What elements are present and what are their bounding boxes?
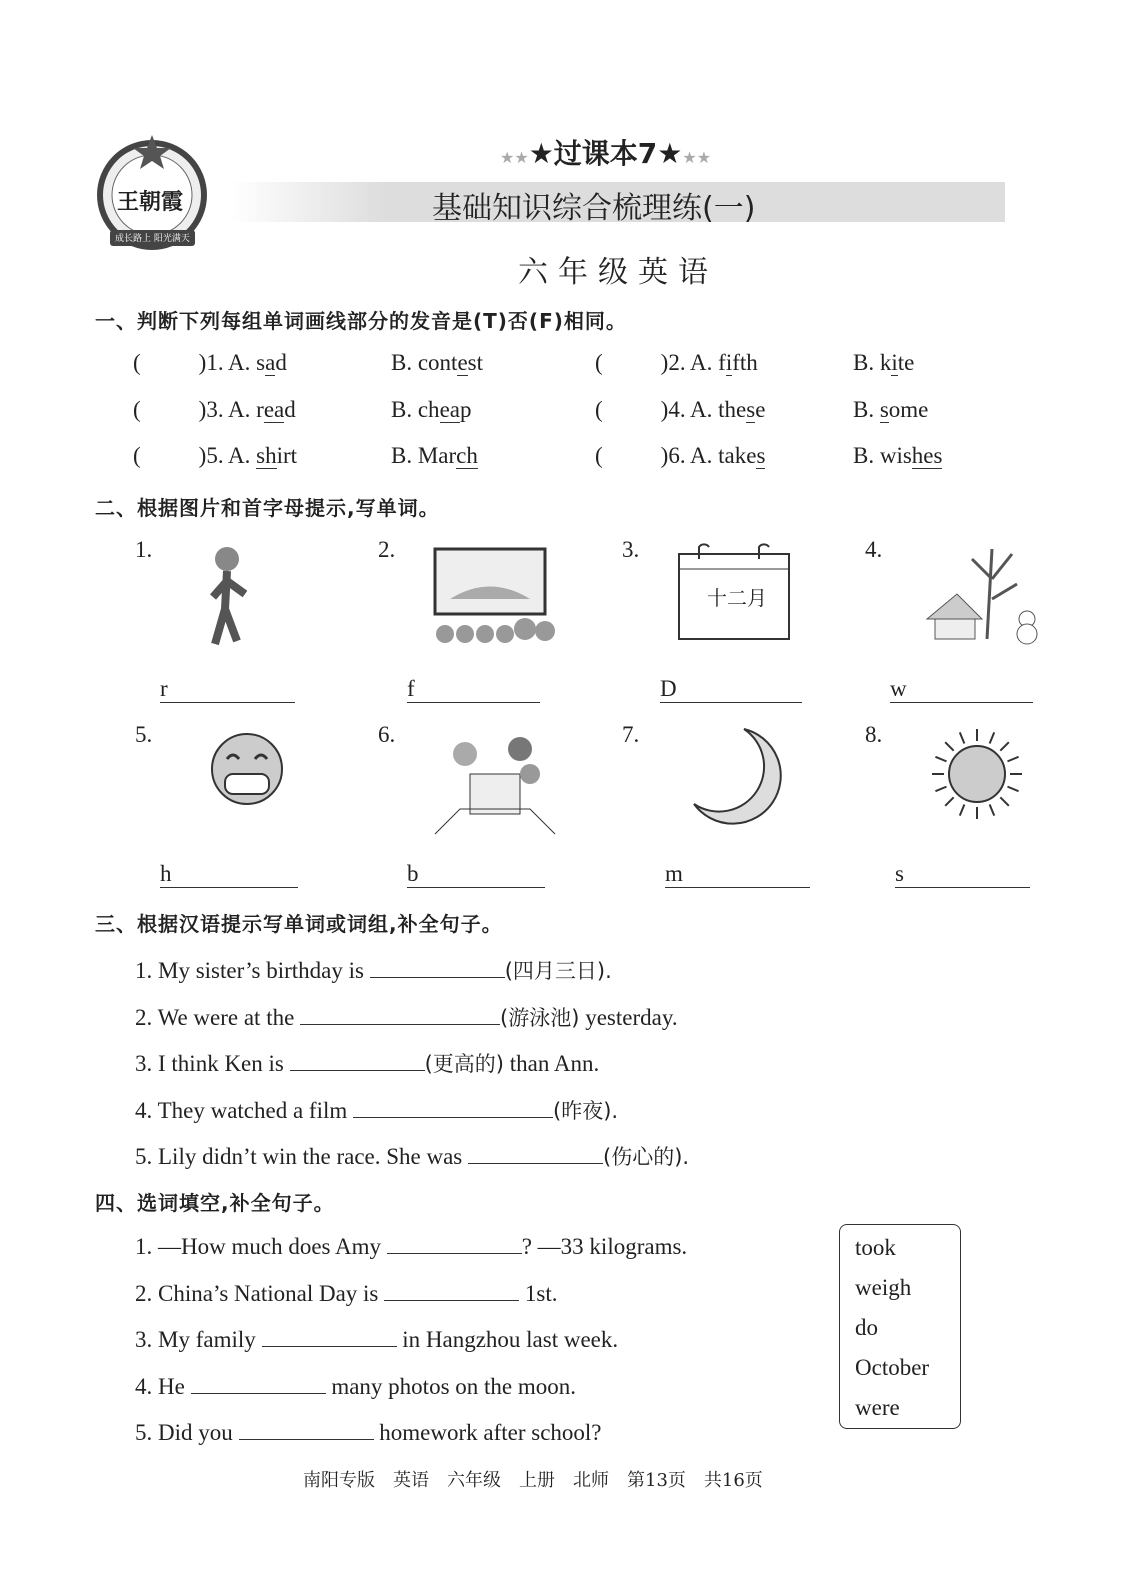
calendar-month-label: 十二月 [707,586,767,610]
question-number: )4. A. [660,397,719,422]
word-bank-item: October [855,1355,930,1380]
picture-number: 5. [135,722,153,747]
underlined-letters: ch [456,443,478,468]
word-part: e [755,397,766,422]
option-b: B. March [391,443,478,468]
sentence-start: 2. China’s National Day is [135,1280,385,1306]
sentence-item [135,1233,687,1260]
sentence-item [135,1095,618,1125]
underlined-letters: ea [263,397,285,422]
chinese-hint: (四月三日). [504,959,612,983]
word-part: d [275,350,287,375]
sun-icon [917,724,1047,839]
word-part: ch [417,397,440,422]
word-part: cont [417,350,458,375]
word-bank-item: weigh [855,1275,912,1300]
underlined-letters: hes [911,443,943,468]
sentence-start: 1. My sister’s birthday is [135,958,370,983]
answer-line[interactable]: f [407,680,540,703]
winter-scene-icon [917,539,1047,654]
chinese-hint: (更高的) [424,1052,504,1076]
picture-number: 2. [378,537,396,562]
answer-blank[interactable] [353,1097,553,1118]
answer-blank[interactable]: ( [133,443,141,468]
answer-blank[interactable] [387,1233,522,1254]
answer-line[interactable]: D [660,680,802,703]
answer-blank[interactable] [239,1419,374,1440]
option-b: B. contest [391,350,484,375]
word-part: the [718,397,747,422]
moon-icon [674,724,804,839]
word-part: p [459,397,472,422]
underlined-letters: s [879,397,889,422]
question-item [133,397,296,423]
sentence-end: yesterday. [579,1004,678,1030]
question-number: )6. A. [660,443,719,468]
question-number: )3. A. [198,397,257,422]
underlined-letters: s [756,443,766,468]
word-part: ome [888,397,929,422]
sentence-item [135,1326,618,1353]
sentence-start: 5. Did you [135,1420,239,1445]
picture-number: 6. [378,722,396,747]
question-item [595,350,758,376]
section-4-title: 四、选词填空,补全句子。 [95,1191,335,1215]
question-item [595,443,765,469]
sentence-end: many photos on the moon. [325,1373,577,1399]
logo [95,130,210,255]
answer-line[interactable]: m [665,865,810,888]
question-item [133,350,287,376]
word-part: take [718,443,757,468]
question-number: )2. A. [660,350,719,375]
answer-blank[interactable] [384,1280,519,1301]
underlined-letters: s [746,397,756,422]
question-item [595,397,765,423]
sentence-start: 1. —How much does Amy [135,1234,387,1259]
section-2-title: 二、根据图片和首字母提示,写单词。 [95,496,440,520]
sentence-start: 3. I think Ken is [135,1051,290,1076]
underlined-letters: a [265,350,276,375]
word-bank-item: were [855,1395,900,1420]
sentence-end: in Hangzhou last week. [396,1327,619,1352]
sentence-item [135,1419,602,1446]
page-footer: 南阳专版 英语 六年级 上册 北师 第13页 共16页 [303,1470,763,1491]
option-b: B. cheap [391,397,472,422]
running-boy-icon [187,539,317,654]
sentence-start: 3. My family [135,1327,262,1352]
page-subtitle: 六年级英语 [518,255,718,290]
chinese-hint: (游泳池) [500,1005,580,1030]
picture-number: 3. [622,537,640,562]
birthday-party-icon [430,724,560,839]
option-b: B. kite [853,350,915,375]
sentence-end: than Ann. [504,1051,600,1076]
page-title: 基础知识综合梳理练(一) [432,191,756,226]
word-part: irt [276,443,298,468]
picture-number: 8. [865,722,883,747]
question-number: )5. A. [198,443,257,468]
underlined-letters: e [457,350,468,375]
logo-slogan: 成长路上 阳光满天 [115,234,190,244]
answer-blank[interactable]: ( [595,443,603,468]
answer-line[interactable]: w [890,680,1033,703]
sentence-item [135,1002,678,1032]
sentence-item [135,1048,599,1078]
word-part: st [467,350,484,375]
answer-blank[interactable]: ( [595,350,603,375]
sentence-item [135,1141,689,1171]
chinese-hint: (伤心的). [603,1145,690,1169]
sentence-start: 4. He [135,1373,191,1399]
answer-blank[interactable] [290,1050,425,1071]
option-b: B. wishes [853,443,943,468]
sentence-end: homework after school? [373,1420,602,1445]
logo-text: 王朝霞 [117,190,184,215]
sentence-item [135,1373,576,1400]
answer-line[interactable]: h [160,865,298,888]
word-part: d [284,397,296,422]
answer-blank[interactable] [191,1373,326,1394]
word-part: te [897,350,915,375]
answer-blank[interactable]: ( [595,397,603,422]
answer-line[interactable]: s [895,865,1030,888]
answer-blank[interactable] [468,1143,603,1164]
word-part: r [256,397,264,422]
answer-blank[interactable]: ( [133,350,141,375]
happy-face-icon [187,724,317,839]
sentence-start: 4. They watched a film [135,1097,354,1123]
section-3-title: 三、根据汉语提示写单词或词组,补全句子。 [95,912,503,936]
word-part: k [879,350,892,375]
underlined-letters: ea [439,397,460,422]
answer-line[interactable]: r [160,680,295,703]
sentence-start: 5. Lily didn’t win the race. She was [135,1144,469,1169]
word-part: f [718,350,726,375]
underlined-letters: i [891,350,898,375]
film-screen-icon [430,539,560,654]
word-bank-item: do [855,1315,878,1340]
question-item [133,443,297,469]
sentence-end: 1st. [519,1280,558,1306]
word-bank-item: took [855,1235,896,1260]
section-1-title: 一、判断下列每组单词画线部分的发音是(T)否(F)相同。 [95,309,627,333]
answer-blank[interactable] [262,1326,397,1347]
sentence-item [135,1280,557,1307]
picture-number: 1. [135,537,153,562]
picture-number: 7. [622,722,640,747]
sentence-start: 2. We were at the [135,1004,301,1030]
sentence-item [135,955,612,985]
option-b: B. some [853,397,929,422]
underlined-letters: sh [256,443,277,468]
question-number: )1. A. [198,350,257,375]
picture-number: 4. [865,537,883,562]
series-label: ★★★过课本7★★★ [500,137,712,170]
word-part: Mar [417,443,457,468]
sentence-end: ? —33 kilograms. [521,1234,688,1259]
answer-blank[interactable] [300,1004,500,1025]
word-part: s [256,350,266,375]
answer-blank[interactable] [370,957,505,978]
word-part: fth [732,350,758,375]
answer-line[interactable]: b [407,865,545,888]
chinese-hint: (昨夜). [553,1098,619,1123]
underlined-letters: i [725,350,733,375]
answer-blank[interactable]: ( [133,397,141,422]
word-part: wis [879,443,912,468]
